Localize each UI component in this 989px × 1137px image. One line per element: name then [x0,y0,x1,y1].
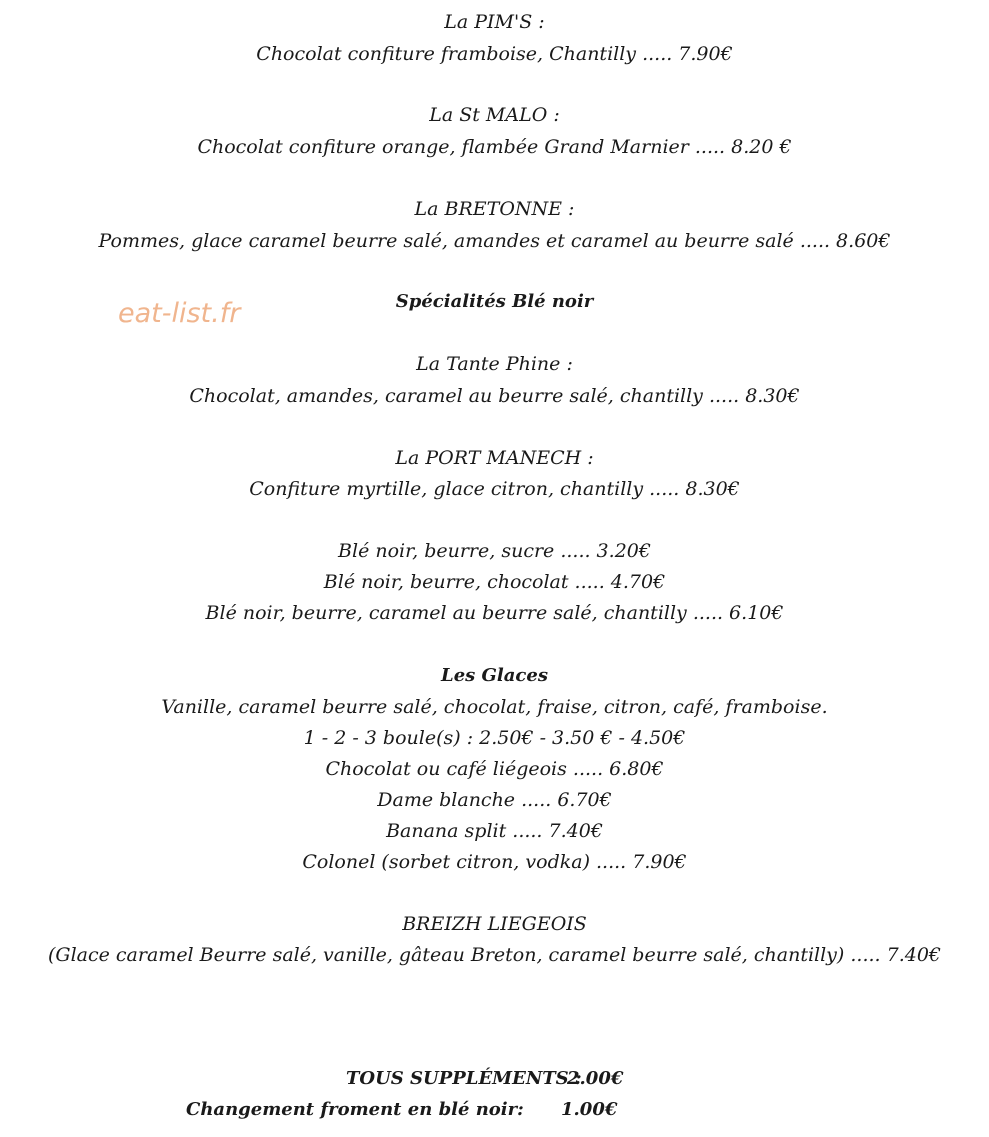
item-desc-breizh-liegeois: (Glace caramel Beurre salé, vanille, gâteau Breton, caramel beurre salé, chantilly) ..... 7.40€ [48,944,941,966]
glaces-liegeois: Chocolat ou café liégeois ..... 6.80€ [325,758,664,780]
item-title-pims: La PIM'S : [444,11,545,33]
item-desc-bretonne: Pommes, glace caramel beurre salé, amandes et caramel au beurre salé ..... 8.60€ [98,230,891,252]
item-title-port-manech: La PORT MANECH : [395,447,594,469]
glaces-dame-blanche: Dame blanche ..... 6.70€ [377,789,612,811]
change-froment-value: 1.00€ [561,1099,618,1120]
item-title-breizh-liegeois: BREIZH LIEGEOIS [402,913,587,935]
item-desc-tante-phine: Chocolat, amandes, caramel au beurre salé, chantilly ..... 8.30€ [189,385,800,407]
item-title-tante-phine: La Tante Phine : [416,353,573,375]
glaces-banana-split: Banana split ..... 7.40€ [386,820,603,842]
section-heading-glaces: Les Glaces [441,665,548,686]
supplements-value: 2.00€ [567,1068,624,1089]
section-heading-ble-noir: Spécialités Blé noir [395,291,594,312]
ble-noir-simple-1: Blé noir, beurre, sucre ..... 3.20€ [338,540,651,562]
watermark-text: eat-list.fr [118,298,241,329]
ble-noir-simple-2: Blé noir, beurre, chocolat ..... 4.70€ [323,571,666,593]
item-desc-st-malo: Chocolat confiture orange, flambée Grand Marnier ..... 8.20 € [197,136,792,158]
item-desc-pims: Chocolat confiture framboise, Chantilly ..... 7.90€ [256,43,733,65]
glaces-colonel: Colonel (sorbet citron, vodka) ..... 7.90€ [302,851,687,873]
change-froment-label: Changement froment en blé noir: [186,1099,524,1120]
ble-noir-simple-3: Blé noir, beurre, caramel au beurre salé, chantilly ..... 6.10€ [205,602,784,624]
glaces-flavours: Vanille, caramel beurre salé, chocolat, fraise, citron, café, framboise. [161,696,828,718]
glaces-boules: 1 - 2 - 3 boule(s) : 2.50€ - 3.50 € - 4.50€ [303,727,686,749]
item-title-st-malo: La St MALO : [429,104,560,126]
item-desc-port-manech: Confiture myrtille, glace citron, chantilly ..... 8.30€ [249,478,740,500]
item-title-bretonne: La BRETONNE : [414,198,575,220]
supplements-label: TOUS SUPPLÉMENTS : [346,1068,582,1089]
